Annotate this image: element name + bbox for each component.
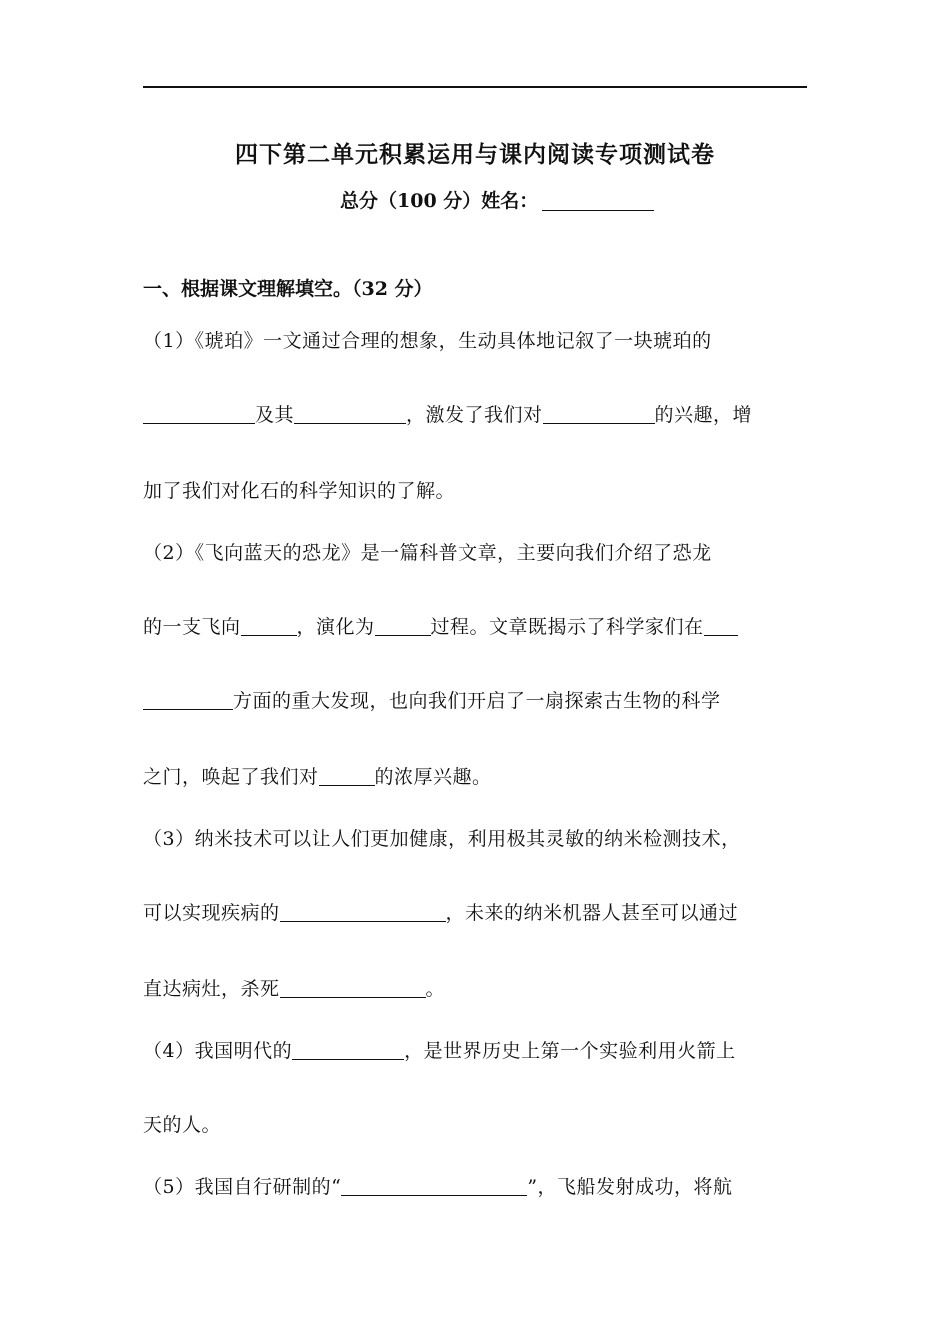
q2-line-1 bbox=[143, 538, 712, 565]
q2-text-3: 方面的重大发现，也向我们开启了一扇探索古生物的科学 bbox=[233, 690, 721, 712]
q3-text-3a: 直达病灶，杀死 bbox=[143, 978, 280, 1000]
q4-line-1 bbox=[143, 1036, 736, 1063]
q3-text-3b: 。 bbox=[425, 978, 446, 1000]
q2-text-4a: 之门，唤起了我们对 bbox=[143, 766, 319, 788]
q4-text-1b: ，是世界历史上第一个实验利用火箭上 bbox=[404, 1040, 736, 1062]
q2-line-4 bbox=[143, 762, 492, 789]
section-heading: 一、根据课文理解填空。（32 分） bbox=[143, 278, 433, 300]
q1-line-1 bbox=[143, 326, 712, 353]
q2-text-2a: 的一支飞向 bbox=[143, 616, 241, 638]
score-name-line bbox=[340, 186, 654, 213]
q2-line-3 bbox=[143, 686, 721, 713]
q2-text-4b: 的浓厚兴趣。 bbox=[374, 766, 492, 788]
q1-line-3 bbox=[143, 476, 455, 503]
q2-text-2c: 过程。文章既揭示了科学家们在 bbox=[430, 616, 704, 638]
q3-blank-2[interactable] bbox=[280, 979, 426, 998]
q5-blank-1[interactable] bbox=[341, 1177, 527, 1196]
q1-line-2 bbox=[143, 400, 752, 427]
q4-text-1a: （4）我国明代的 bbox=[143, 1040, 293, 1062]
q2-blank-4[interactable] bbox=[319, 767, 375, 786]
q3-text-2a: 可以实现疾病的 bbox=[143, 902, 280, 924]
q1-blank-1[interactable] bbox=[143, 405, 255, 424]
q1-text-1: （1）《琥珀》一文通过合理的想象，生动具体地记叙了一块琥珀的 bbox=[143, 330, 712, 352]
q2-line-2 bbox=[143, 612, 738, 639]
q5-text-1a: （5）我国自行研制的“ bbox=[143, 1176, 342, 1198]
q2-blank-3b[interactable] bbox=[143, 691, 233, 710]
q4-line-2 bbox=[143, 1110, 221, 1137]
q1-blank-2[interactable] bbox=[294, 405, 406, 424]
q4-text-2: 天的人。 bbox=[143, 1114, 222, 1136]
name-blank[interactable] bbox=[542, 190, 654, 211]
page-title: 四下第二单元积累运用与课内阅读专项测试卷 bbox=[235, 141, 715, 168]
q3-text-1: （3）纳米技术可以让人们更加健康，利用极其灵敏的纳米检测技术， bbox=[143, 828, 741, 850]
q3-blank-1[interactable] bbox=[280, 903, 446, 922]
q1-text-2a: 及其 bbox=[255, 404, 295, 426]
top-rule bbox=[143, 86, 807, 88]
q5-line-1 bbox=[143, 1172, 733, 1199]
q2-blank-2[interactable] bbox=[375, 617, 431, 636]
q3-text-2b: ，未来的纳米机器人甚至可以通过 bbox=[445, 902, 739, 924]
q3-line-1 bbox=[143, 824, 741, 851]
q1-text-2b: ，激发了我们对 bbox=[406, 404, 543, 426]
score-label: 总分（100 分）姓名： bbox=[340, 190, 539, 212]
q2-blank-1[interactable] bbox=[241, 617, 297, 636]
q1-blank-3[interactable] bbox=[543, 405, 655, 424]
q2-text-1: （2）《飞向蓝天的恐龙》是一篇科普文章，主要向我们介绍了恐龙 bbox=[143, 542, 712, 564]
q3-line-3 bbox=[143, 974, 445, 1001]
q1-text-3: 加了我们对化石的科学知识的了解。 bbox=[143, 480, 456, 502]
q3-line-2 bbox=[143, 898, 738, 925]
q2-blank-3a[interactable] bbox=[704, 617, 738, 636]
q4-blank-1[interactable] bbox=[292, 1041, 404, 1060]
q2-text-2b: ，演化为 bbox=[296, 616, 375, 638]
q5-text-1b: ”，飞船发射成功，将航 bbox=[527, 1176, 733, 1198]
q1-text-2c: 的兴趣，增 bbox=[654, 404, 753, 426]
